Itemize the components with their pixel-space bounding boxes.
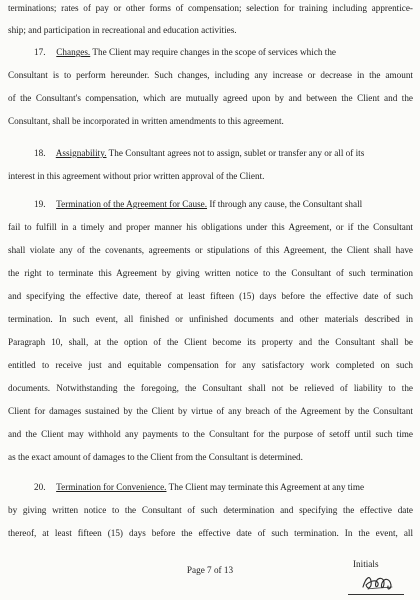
paragraph-number: 19.	[34, 199, 46, 209]
text-line: terminations; rates of pay or other forms of compensation; selection for training including apprentice-	[8, 3, 413, 13]
text-line: Consultant is to perform hereunder. Such changes, including any increase or decrease in the amount	[8, 70, 413, 80]
paragraph-text: If through any cause, the Consultant shall	[209, 199, 363, 209]
paragraph-text: The Consultant agrees not to assign, sublet or transfer any or all of its	[108, 148, 365, 158]
paragraph-17-first-line	[8, 45, 413, 59]
text-line: termination. In such event, all finished or unfinished documents and other materials described in	[8, 314, 413, 324]
text-line: Paragraph 10, shall, at the option of the Client become its property and the Consultant shall be	[8, 337, 413, 347]
text-line: and specifying the effective date, thereof at least fifteen (15) days before the effective date of such	[8, 291, 413, 301]
paragraph-heading: Termination for Convenience.	[56, 482, 167, 492]
text-line: documents. Notwithstanding the foregoing, the Consultant shall not be relieved of liability to the	[8, 383, 413, 393]
text-line: Client for damages sustained by the Client by virtue of any breach of the Agreement by the Consultant	[8, 406, 413, 416]
text-line: as the exact amount of damages to the Client from the Consultant is determined.	[8, 452, 303, 462]
text-line: fail to fulfill in a timely and proper manner his obligations under this Agreement, or if the Consultant	[8, 222, 413, 232]
text-line: the right to terminate this Agreement by giving written notice to the Consultant of such termination	[8, 268, 413, 278]
text-line: ship; and participation in recreational and education activities.	[8, 25, 237, 35]
paragraph-text: The Client may terminate this Agreement at any time	[168, 482, 365, 492]
paragraph-heading: Assignability.	[55, 148, 107, 158]
text-line: Consultant, shall be incorporated in written amendments to this agreement.	[8, 116, 284, 126]
paragraph-19-first-line	[8, 197, 413, 211]
handwritten-initials-icon	[360, 571, 396, 595]
paragraph-heading: Termination of the Agreement for Cause.	[56, 199, 208, 209]
paragraph-number: 20.	[34, 482, 46, 492]
text-line: interest in this agreement without prior written approval of the Client.	[8, 171, 265, 181]
text-line: entitled to receive just and equitable compensation for any satisfactory work completed on such	[8, 360, 413, 370]
paragraph-heading: Changes.	[56, 47, 91, 57]
initials-label: Initials	[353, 559, 379, 569]
text-line: shall violate any of the covenants, agreements or stipulations of this Agreement, the Client shall have	[8, 245, 413, 255]
text-line: by giving written notice to the Consultant of such determination and specifying the effective date	[8, 505, 413, 515]
text-line: of the Consultant's compensation, which are mutually agreed upon by and between the Client and the	[8, 93, 413, 103]
text-line: thereof, at least fifteen (15) days before the effective date of such termination. In the event, all	[8, 528, 413, 538]
initials-block	[348, 556, 404, 598]
initials-signature-line	[348, 594, 404, 595]
paragraph-text: The Client may require changes in the scope of services which the	[92, 47, 337, 57]
text-line: and the Client may withhold any payments to the Consultant for the purpose of setoff until such time	[8, 429, 413, 439]
paragraph-20-first-line	[8, 480, 413, 494]
paragraph-number: 18.	[34, 148, 46, 158]
page-number: Page 7 of 13	[186, 565, 234, 575]
paragraph-number: 17.	[34, 47, 46, 57]
paragraph-18-first-line	[8, 146, 413, 160]
